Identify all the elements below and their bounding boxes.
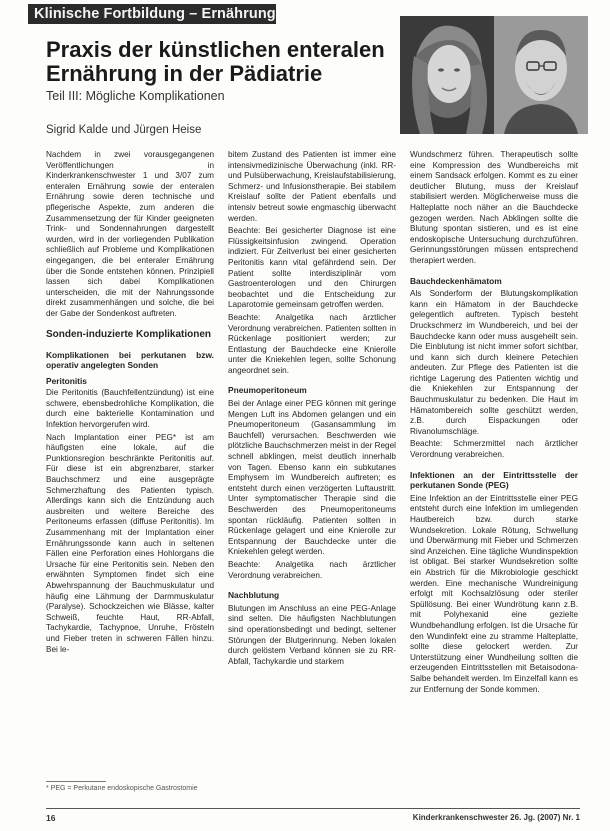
col3-paragraph-2: Als Sonderform der Blutungskomplikation kann ein Hämatom in der Bauchdecke gelegentlich auftreten. Typisch besteht Druckschmerz im Wundbereich, und bei der Bauchdecke kann oder muss ausgeheilt sein. Die Einblutung ist nicht immer sofort sichtbar, und kann sich durch kleinere Petechien andeuten. Zur Pflege des Patienten ist die richtige Lagerung des Patienten wichtig und die Kniekehlen zur Entspannung der Bauchmuskulatur zu bedenken. Die Haut im Hämatombereich sollte geschützt werden, z.B. durch Eispackungen oder Rivanolumschläge. — [410, 289, 578, 436]
peritonitis-paragraph-1: Die Peritonitis (Bauchfellentzündung) ist eine schwere, ebensbedrohliche Komplikation, die durch eine bakterielle Kontamination und Infektion hervorgerufen wird. — [46, 388, 214, 430]
article-title: Praxis der künstlichen enteralen Ernährung in der Pädiatrie — [46, 37, 385, 86]
heading-infektionen: Infektionen an der Eintrittsstelle der perkutanen Sonde (PEG) — [410, 469, 578, 491]
col3-paragraph-1: Wundschmerz führen. Therapeutisch sollte eine Kompression des Wundbereichs mit einem Sandsack erfolgen. Kommt es zu einer deutlicher Blutung, muss der Kreislauf stabilisiert werden. Möglicherweise muss die Halteplatte noch näher an die Bauchdecke gezogen werden. Nach Abklingen sollte die Blutung spontan sistieren, und es ist eine endoskopische Untersuchung durchzuführen. Gerinnungsstörungen müssen entsprechend therapiert werden. — [410, 150, 578, 265]
col2-paragraph-5: Beachte: Analgetika nach ärztlicher Verordnung verabreichen. — [228, 559, 396, 580]
text-column-2 — [228, 150, 396, 669]
intro-paragraph: Nachdem in zwei vorausgegangenen Veröffentlichungen in Kinderkrankenschwester 1 und 3/07 zum enteralen Ernährung sowie der enteralen Ernährung sowie deren technische und pflegerische Aspekte, zum anderen die Zusammensetzung der für Kinder geeigneten Trink- und Sondennahrungen dargestellt wurden, wird in der vorliegenden Publikation schließlich auf Probleme und Komplikationen eingegangen, die bei enteraler Ernährung über die Sonde entstehen können. Prinzipiell lassen sich dabei Komplikationen unterscheiden, die mit der Nahrungssonde direkt zusammenhängen und solche, die bei der Gabe der Sondenkost auftreten. — [46, 150, 214, 318]
col3-paragraph-4: Eine Infektion an der Eintrittsstelle einer PEG entsteht durch eine Infektion im umliegenden Hautbereich bzw. durch starke Wundsekretion. Lokale Rötung, Schwellung und Überwärmung mit Fieber und Schmerzen sind Anzeichen. Eine tägliche Wundinspektion ist obligat. Bei starker Wundsekretion sollte ein Abstrich für die Mikrobiologie geschickt werden. Eine mechanische Wundreinigung erfolgt mit Kochsalzlösung oder steriler Spüllösung. Bei einer Wundrötung kann z.B. mit Polyhexanid eine gezielte Wundbehandlung erfolgen. Ist die Ursache für den Wundinfekt eine zu stramme Halteplatte, sollte diese gelockert werden. Zur Unterstützung einer Wundheilung sollten die erzeugenden Eintrittsstellen mit Betaisodona-Salbe behandelt werden. Im Einzelfall kann es zur Entfernung der Sonde kommen. — [410, 493, 578, 694]
col3-paragraph-3: Beachte: Schmerzmittel nach ärztlicher Verordnung verabreichen. — [410, 439, 578, 460]
heading-pneumoperitoneum: Pneumoperitoneum — [228, 385, 307, 396]
peritonitis-paragraph-2: Nach Implantation einer PEG* ist am häufigsten eine lokale, auf die Punktionsregion beschränkte Peritonitis auf. Für diese ist ein abgrenzbarer, starker Bauchschmerz und eine ausgeprägte Schmerzhaftung des Patienten typisch. Allerdings kann sich die Entzündung auch ausbreiten und weitere Bereiche des Peritoneums erfassen (diffuse Peritonitis). Im Zusammenhang mit der Implantation einer Ernährungssonde kann auch in seltenen Fällen eine Perforation eines Hohlorgans die Ursache für eine Peritonitis sein. Neben den erwähnten Symptomen findet sich eine Abwehrspannung der Bauchmuskulatur und häufig eine Lähmung der Darmmuskulatur (Paralyse). Schockzeichen wie Blässe, kalter Schweiß, feuchte Haut, RR-Abfall, Tachykardie, Tachypnoe, Unruhe, Frösteln und Fieber treten in schweren Fällen hinzu. Bei le- — [46, 432, 214, 654]
heading-peritonitis: Peritonitis — [46, 375, 87, 386]
heading-nachblutung: Nachblutung — [228, 590, 280, 601]
heading-bauchdeckenhaematom: Bauchdeckenhämatom — [410, 275, 502, 286]
subsection-heading-perkutan: Komplikationen bei perkutanen bzw. operativ angelegten Sonden — [46, 349, 214, 371]
col2-paragraph-6: Blutungen im Anschluss an eine PEG-Anlage sind selten. Die häufigsten Nachblutungen sind operationsbedingt und bedingt, seltener Störungen der Blutgerinnung. Neben lokalen durch gelöstem Verband können sie zu RR-Abfall, Tachykardie und starkem — [228, 603, 396, 666]
col2-paragraph-4: Bei der Anlage einer PEG können mit geringe Mengen Luft ins Abdomen gelangen und ein Pneumoperitoneum (Gasansammlung im Bauchfell) verursachen. Beschwerden wie plötzliche Bauchschmerzen meist in der Regel schnell abklingen, meist deutlich innerhalb von Tagen. Ebenso kann ein subkutanes Emphysem im Wundbereich auftreten; es entsteht durch einen verzögerten Luftaustritt. Unter symptomatischer Therapie sind die Beschwerden des Pneumoperitoneums spontan rückläufig. Patienten sollten in Rückenlage gelagert und eine Knierolle zur Entspannung der Bauchdecke unter die Kniekehlen gelegt werden. — [228, 399, 396, 557]
section-heading-sonden: Sonden-induzierte Komplikationen — [46, 328, 212, 340]
article-subtitle: Teil III: Mögliche Komplikationen — [46, 89, 225, 103]
footnote: * PEG = Perkutane endoskopische Gastrostomie — [46, 785, 198, 792]
section-label: Klinische Fortbildung – Ernährung — [34, 6, 276, 22]
col2-paragraph-3: Beachte: Analgetika nach ärztlicher Verordnung verabreichen. Patienten sollten in Rückenlage positioniert werden; zur Entlastung der Bauchdecke eine Knierolle unter die Kniekehlen legen, sollte Schonung angeordnet sein. — [228, 312, 396, 375]
page-number: 16 — [46, 813, 56, 823]
text-column-1 — [46, 150, 214, 657]
col2-paragraph-1: bitem Zustand des Patienten ist immer eine intensivmedizinische Überwachung (inkl. RR- und Pulsüberwachung, Kreislaufstabilisierung, Schmerz- und Infusionstherapie. Bei stabilem Kreislauf sollte der Patient ebenfalls und intensiv betreut sowie engmaschig überwacht werden. — [228, 150, 396, 223]
text-column-3 — [410, 150, 578, 697]
author-photo-man — [494, 16, 588, 134]
author-photo-woman — [400, 16, 494, 134]
footnote-divider — [46, 781, 106, 782]
col2-paragraph-2: Beachte: Bei gesicherter Diagnose ist eine Flüssigkeitsinfusion zwingend. Operation indiziert. Für Zeitverlust bei einer gesicherten Peritonitis kann vital gefährdend sein. Der Patient sollte interdisziplinär vom Gastroenterologen und den Chirurgen beobachtet und die Entscheidung zur Laparotomie gemeinsam getroffen werden. — [228, 226, 396, 310]
journal-reference: Kinderkrankenschwester 26. Jg. (2007) Nr. 1 — [412, 813, 580, 822]
article-authors: Sigrid Kalde und Jürgen Heise — [46, 124, 202, 136]
footer-divider — [46, 808, 580, 809]
section-header-band — [28, 4, 276, 24]
